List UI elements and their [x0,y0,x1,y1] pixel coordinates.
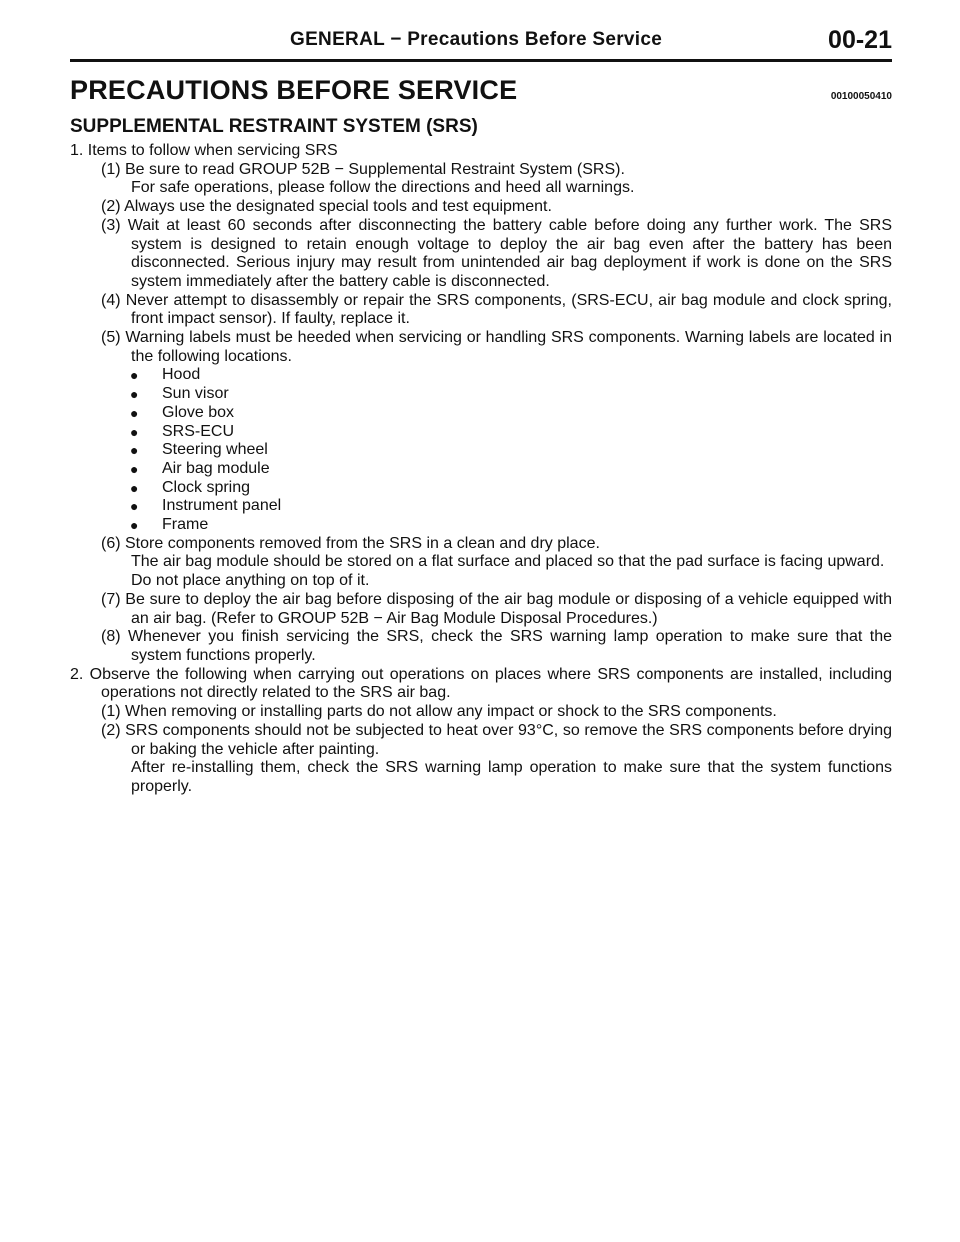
bullet-item [0,423,960,442]
item-1-1: (1) Be sure to read GROUP 52B − Supplemental Restraint System (SRS). [101,160,625,178]
item-1: 1. Items to follow when servicing SRS [70,142,338,159]
item-1-3: (3) Wait at least 60 seconds after disconnecting the battery cable before doing any further work. The SRS system is designed to retain enough voltage to deploy the air bag even after the battery has been disconnected. Serious injury may result from unintended air bag deployment if work is done on the SRS system immediately after the battery cable is disconnected. [101,216,892,290]
bullet-icon: ● [130,423,139,440]
bullet-label: Steering wheel [162,441,268,459]
bullet-item [0,441,960,460]
item-1-6: (6) Store components removed from the SRS in a clean and dry place. [101,534,600,552]
page-number: 00-21 [828,26,892,54]
bullet-label: Air bag module [162,459,270,477]
item-1-6-note-2: Do not place anything on top of it. [131,572,370,590]
bullet-label: Clock spring [162,478,251,496]
item-1-8: (8) Whenever you finish servicing the SRS, check the SRS warning lamp operation to make sure that the system functions properly. [101,628,892,664]
bullet-label: Glove box [162,403,235,421]
bullet-label: Instrument panel [162,497,282,515]
bullet-item [0,516,960,535]
item-2: 2. Observe the following when carrying out operations on places where SRS components are installed, including operations not directly related to the SRS air bag. [70,665,892,702]
bullet-icon: ● [130,367,139,384]
bullet-icon: ● [130,517,139,534]
document-body [0,142,960,797]
bullet-label: SRS-ECU [162,422,235,440]
item-2-2: (2) SRS components should not be subjected to heat over 93°C, so remove the SRS components before drying or baking the vehicle after painting. [101,721,892,758]
bullet-item [0,460,960,479]
bullet-item [0,479,960,498]
section-title: SUPPLEMENTAL RESTRAINT SYSTEM (SRS) [70,116,478,137]
bullet-item [0,404,960,423]
bullet-icon: ● [130,442,139,459]
page-header [70,26,892,62]
bullet-icon: ● [130,460,139,477]
bullet-icon: ● [130,498,139,515]
item-2-2-note: After re-installing them, check the SRS warning lamp operation to make sure that the system functions properly. [131,759,892,795]
bullet-label: Sun visor [162,385,229,403]
page-title: PRECAUTIONS BEFORE SERVICE [70,75,518,105]
document-code: 00100050410 [830,91,892,102]
bullet-icon: ● [130,404,139,421]
item-1-7: (7) Be sure to deploy the air bag before disposing of the air bag module or disposing of a vehicle equipped with an air bag. (Refer to GROUP 52B − Air Bag Module Disposal Procedures.) [101,590,892,627]
item-2-1: (1) When removing or installing parts do not allow any impact or shock to the SRS components. [101,703,777,721]
bullet-item [0,385,960,404]
item-1-1-note: For safe operations, please follow the directions and heed all warnings. [131,179,635,197]
item-1-6-note: The air bag module should be stored on a flat surface and placed so that the pad surface is facing upward. [131,553,885,571]
bullet-icon: ● [130,479,139,496]
header-title: GENERAL − Precautions Before Service [290,29,663,50]
bullet-label: Hood [162,366,201,384]
bullet-label: Frame [162,516,209,534]
bullet-item [0,366,960,385]
bullet-icon: ● [130,386,139,403]
item-1-2: (2) Always use the designated special tools and test equipment. [101,198,552,216]
item-1-5: (5) Warning labels must be heeded when servicing or handling SRS components. Warning labels are located in the following locations. [101,329,892,365]
bullet-item [0,497,960,516]
item-1-4: (4) Never attempt to disassembly or repair the SRS components, (SRS-ECU, air bag module and clock spring, front impact sensor). If faulty, replace it. [101,291,892,328]
